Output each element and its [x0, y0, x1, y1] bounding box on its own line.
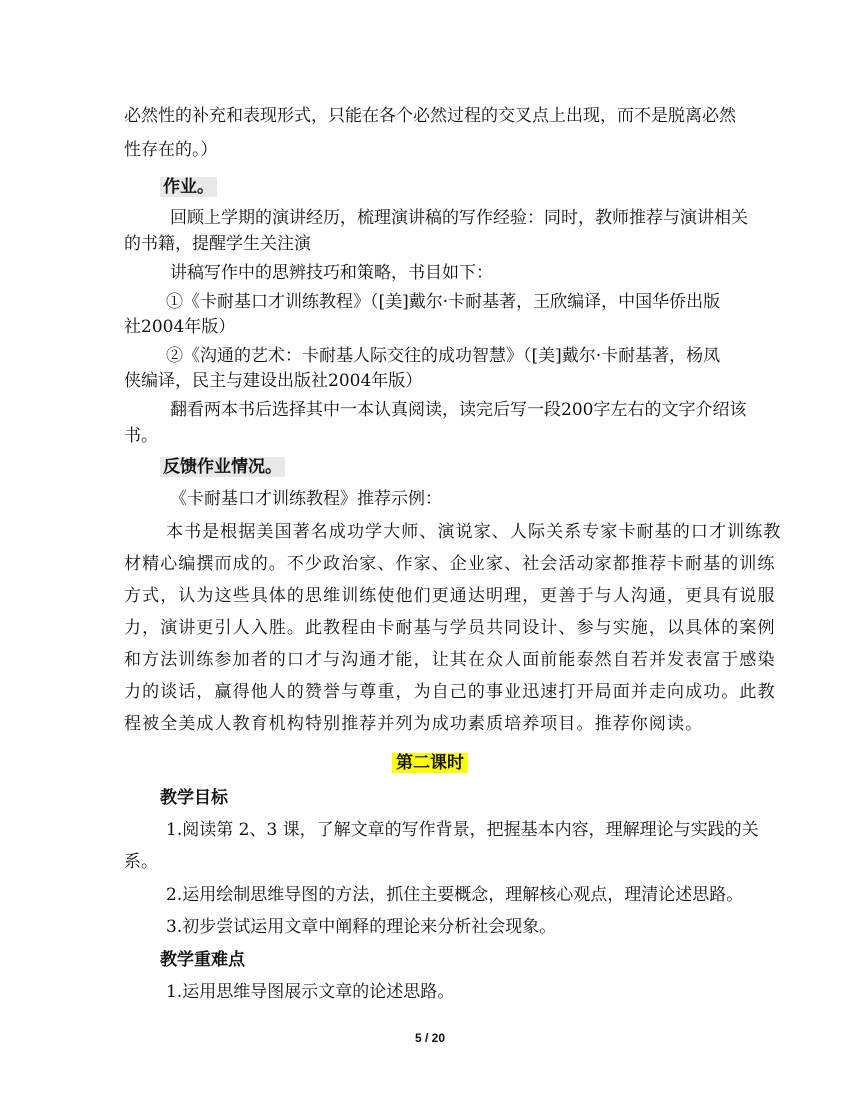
text-line: 力的谈话，赢得他人的赞誉与尊重，为自己的事业迅速打开局面并走向成功。此教	[124, 682, 776, 702]
lesson-heading-wrapper	[0, 751, 860, 775]
text-line: 本书是根据美国著名成功学大师、演说家、人际关系专家卡耐基的口才训练教	[166, 522, 782, 542]
text-line: 书。	[124, 426, 158, 446]
text-line: 侠编译，民主与建设出版社2004年版）	[124, 371, 423, 391]
text-line: 系。	[124, 852, 158, 872]
text-line: 社2004年版）	[124, 317, 236, 337]
text-line: 力，演讲更引人入胜。此教程由卡耐基与学员共同设计、参与实施，以具体的案例	[124, 618, 776, 638]
goals-heading: 教学目标	[160, 788, 228, 808]
section-heading-feedback	[160, 455, 285, 479]
text-line: 讲稿写作中的思辨技巧和策略，书目如下：	[170, 263, 493, 283]
keypoint-item-1: 1.运用思维导图展示文章的论述思路。	[166, 982, 455, 1002]
page-number: 5 / 20	[414, 1031, 446, 1045]
feedback-heading: 反馈作业情况。	[160, 457, 285, 477]
example-title: 《卡耐基口才训练教程》推荐示例：	[170, 489, 442, 509]
lesson2-heading: 第二课时	[392, 753, 468, 773]
text-line: 和方法训练参加者的口才与沟通才能，让其在众人面前能泰然自若并发表富于感染	[124, 650, 776, 670]
section-heading-homework	[160, 175, 217, 199]
text-line: 材精心编撰而成的。不少政治家、作家、企业家、社会活动家都推荐卡耐基的训练	[124, 554, 776, 574]
goal-item-3: 3.初步尝试运用文章中阐释的理论来分析社会现象。	[166, 917, 557, 937]
book-item-2: ②《沟通的艺术：卡耐基人际交往的成功智慧》（[美]戴尔·卡耐基著，杨凤	[166, 346, 721, 366]
book-item-1: ①《卡耐基口才训练教程》（[美]戴尔·卡耐基著，王欣编译，中国华侨出版	[166, 292, 721, 312]
text-line: 方式，认为这些具体的思维训练使他们更通达明理，更善于与人沟通，更具有说服	[124, 586, 776, 606]
text-line: 必然性的补充和表现形式，只能在各个必然过程的交叉点上出现，而不是脱离必然	[124, 106, 736, 126]
text-line: 翻看两本书后选择其中一本认真阅读，读完后写一段200字左右的文字介绍该	[170, 400, 747, 420]
goal-item-2: 2.运用绘制思维导图的方法，抓住主要概念，理解核心观点，理清论述思路。	[166, 885, 744, 905]
text-line: 回顾上学期的演讲经历，梳理演讲稿的写作经验：同时，教师推荐与演讲相关	[170, 208, 748, 228]
homework-heading: 作业。	[160, 177, 217, 197]
keypoints-heading: 教学重难点	[160, 950, 245, 970]
text-line: 性存在的。）	[124, 140, 218, 160]
text-line: 的书籍，提醒学生关注演	[124, 234, 311, 254]
goal-item-1: 1.阅读第 2、3 课，了解文章的写作背景，把握基本内容，理解理论与实践的关	[166, 820, 759, 840]
text-line: 程被全美成人教育机构特别推荐并列为成功素质培养项目。推荐你阅读。	[124, 714, 704, 734]
